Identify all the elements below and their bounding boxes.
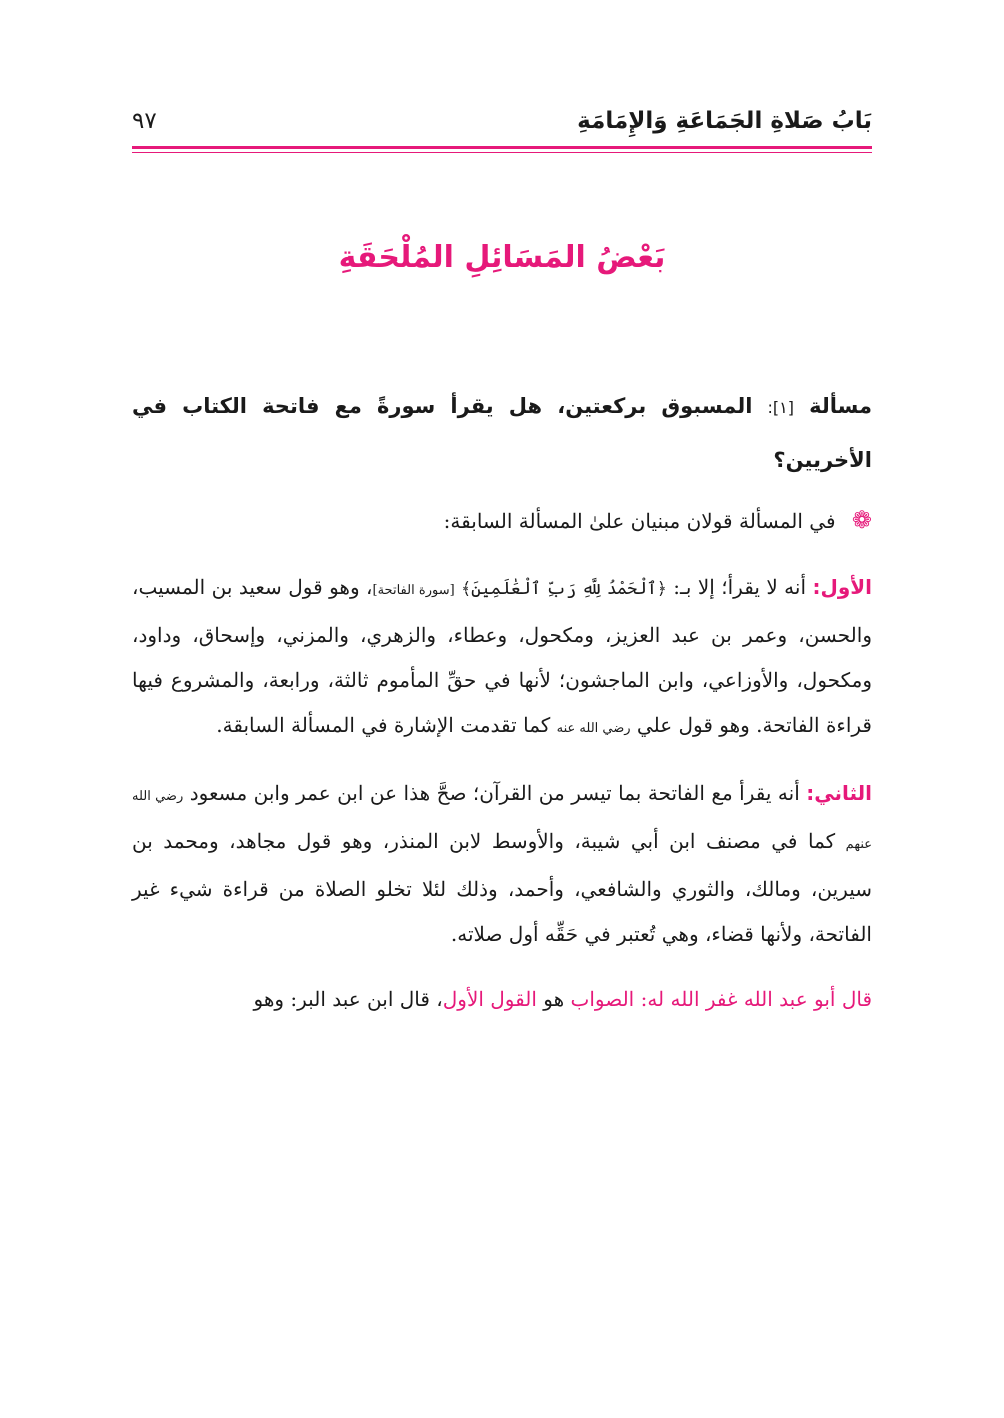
correct-word: الصواب (570, 987, 635, 1011)
chapter-title: بَابُ صَلاةِ الجَمَاعَةِ وَالإِمَامَةِ (577, 108, 872, 134)
question-label: مسألة (809, 394, 872, 418)
first-opinion-text-c: كما تقدمت الإشارة في المسألة السابقة. (216, 713, 551, 737)
first-opinion-ref: القول الأول (442, 987, 537, 1011)
question-number: [١]: (767, 398, 794, 417)
second-opinion-label: الثاني: (806, 781, 872, 805)
intro-line (132, 500, 872, 541)
intro-text: في المسألة قولان مبنيان علىٰ المسألة السابقة: (443, 509, 836, 533)
surah-reference: [سورة الفاتحة] (372, 583, 455, 598)
first-opinion-label: الأول: (812, 575, 872, 599)
header-rule-thin (132, 152, 872, 153)
second-opinion-text-a: أنه يقرأ مع الفاتحة بما تيسر من القرآن؛ صحَّ هذا عن ابن عمر وابن مسعود (189, 781, 800, 805)
second-opinion-text-b: كما في مصنف ابن أبي شيبة، والأوسط لابن المنذر، وهو قول مجاهد، ومحمد بن سيرين، ومالك، والثوري والشافعي، وأحمد، وذلك لئلا تخلو الصلاة من قراءة شيء غير الفاتحة، ولأنها قضاء، وهي تُعتبر في حَقِّه أول صلاته. (132, 829, 872, 946)
running-header (132, 108, 872, 134)
flower-ornament-icon: ❁ (851, 506, 872, 534)
first-opinion-text-b: ، وهو قول سعيد بن المسيب، والحسن، وعمر بن عبد العزيز، ومكحول، وعطاء، والزهري، والمزني، وإسحاق، وداود، ومكحول، والأوزاعي، وابن الماجشون؛ لأنها في حقِّ المأموم ثالثة، ورابعة، والمشروع فيها قراءة الفاتحة. وهو قول علي (132, 575, 872, 737)
first-opinion (132, 565, 872, 751)
conclusion-text-b: ، قال ابن عبد البر: وهو (253, 987, 443, 1011)
body-text (132, 380, 872, 1042)
conclusion (132, 977, 872, 1022)
page-number: ٩٧ (132, 108, 157, 134)
quran-verse: ﴿ٱلْحَمْدُ لِلَّهِ رَبِّ ٱلْعَٰلَمِينَ﴾ (461, 579, 667, 599)
section-title: بَعْضُ المَسَائِلِ المُلْحَقَةِ (338, 240, 666, 275)
question-text: المسبوق بركعتين، هل يقرأ سورةً مع فاتحة الكتاب في الأخريين؟ (132, 394, 872, 472)
honorific-ligature: رضي الله عنهم (132, 789, 872, 852)
second-opinion (132, 771, 872, 957)
author-statement: قال أبو عبد الله غفر الله له: (640, 987, 872, 1011)
honorific-ligature: رضي الله عنه (556, 721, 631, 736)
conclusion-text-a: هو (543, 987, 565, 1011)
first-opinion-text-a: أنه لا يقرأ؛ إلا بـ: (673, 575, 807, 599)
header-rule (132, 146, 872, 149)
question-heading (132, 380, 872, 486)
